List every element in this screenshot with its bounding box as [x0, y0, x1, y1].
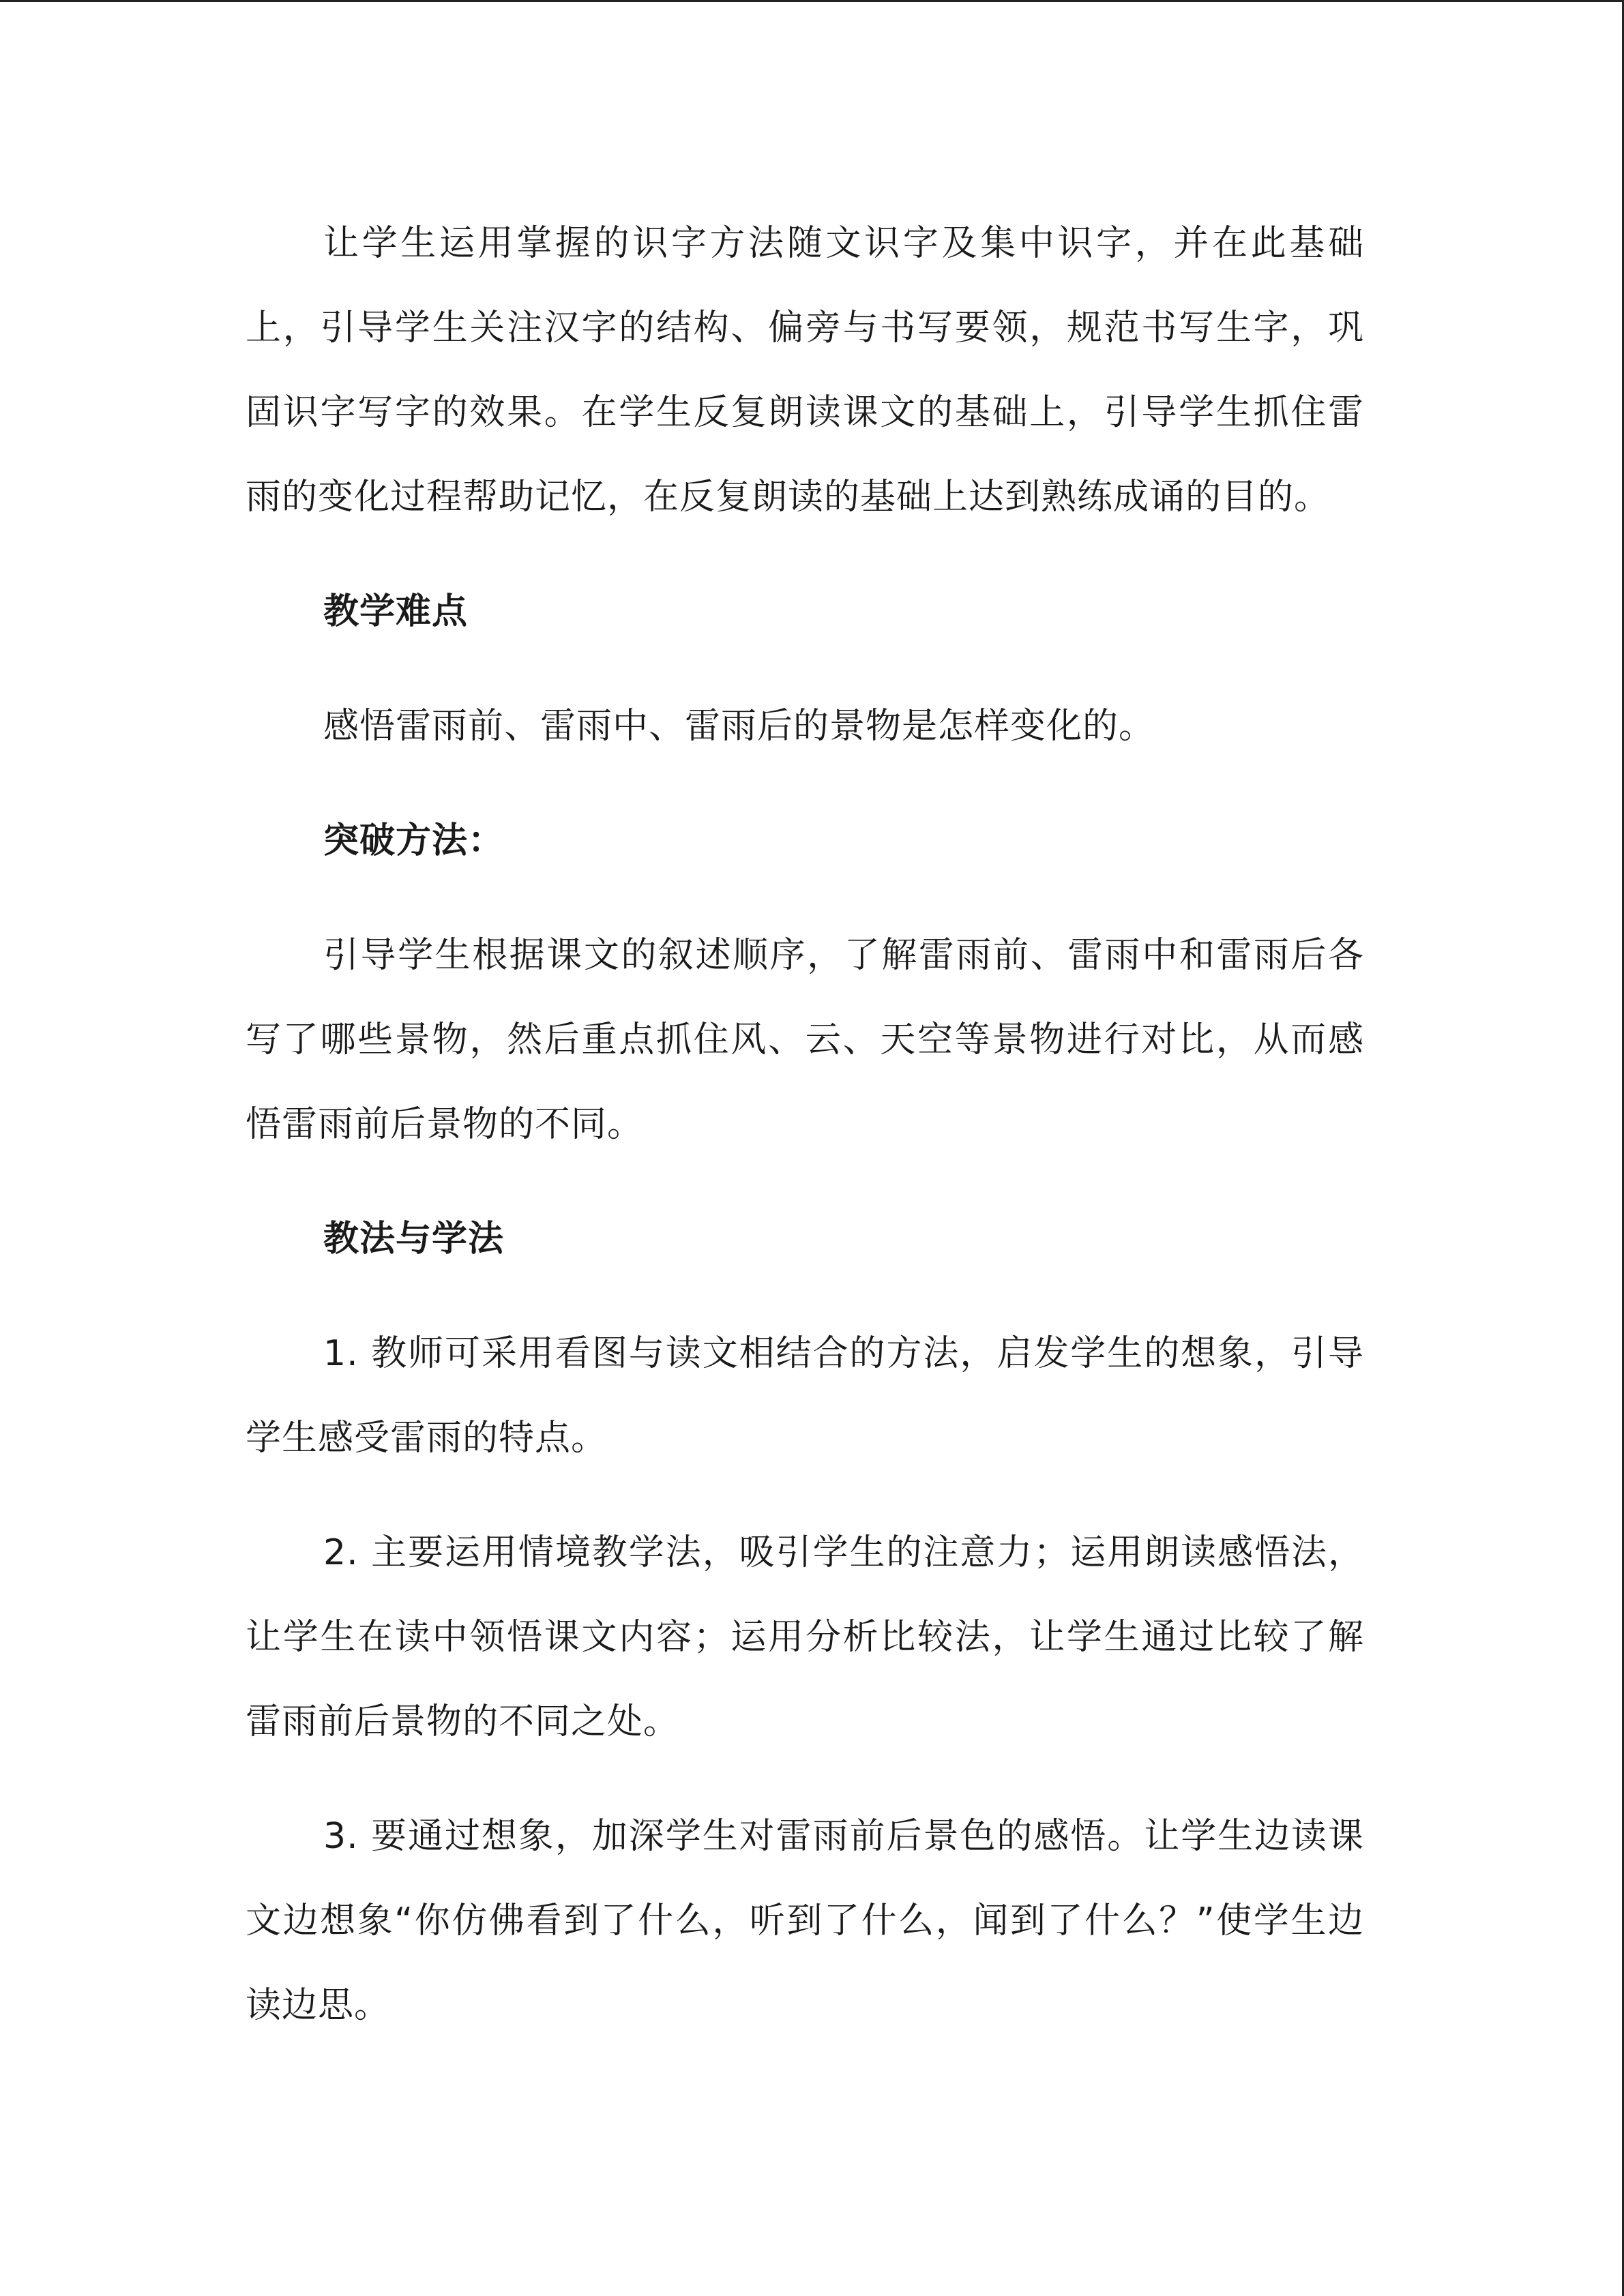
paragraph-method-1: 1. 教师可采用看图与读文相结合的方法，启发学生的想象，引导学生感受雷雨的特点。 [246, 1333, 1364, 1459]
heading-teaching-learning-methods: 教法与学法 [323, 1219, 505, 1259]
heading-teaching-difficulty: 教学难点 [323, 591, 469, 632]
document-body [246, 201, 1364, 2048]
heading-breakthrough-method: 突破方法： [323, 820, 505, 861]
paragraph-difficulty: 感悟雷雨前、雷雨中、雷雨后的景物是怎样变化的。 [323, 706, 1155, 747]
paragraph-method-2: 2. 主要运用情境教学法，吸引学生的注意力；运用朗读感悟法，让学生在读中领悟课文内容；运用分析比较法，让学生通过比较了解雷雨前后景物的不同之处。 [246, 1532, 1364, 1742]
paragraph-literacy-goals: 让学生运用掌握的识字方法随文识字及集中识字，并在此基础上，引导学生关注汉字的结构、偏旁与书写要领，规范书写生字，巩固识字写字的效果。在学生反复朗读课文的基础上，引导学生抓住雷雨的变化过程帮助记忆，在反复朗读的基础上达到熟练成诵的目的。 [246, 223, 1364, 518]
paragraph-breakthrough: 引导学生根据课文的叙述顺序，了解雷雨前、雷雨中和雷雨后各写了哪些景物，然后重点抓住风、云、天空等景物进行对比，从而感悟雷雨前后景物的不同。 [246, 935, 1364, 1145]
paragraph-method-3: 3. 要通过想象，加深学生对雷雨前后景色的感悟。让学生边读课文边想象“你仿佛看到了什么，听到了什么，闻到了什么？”使学生边读边思。 [246, 1816, 1364, 2026]
